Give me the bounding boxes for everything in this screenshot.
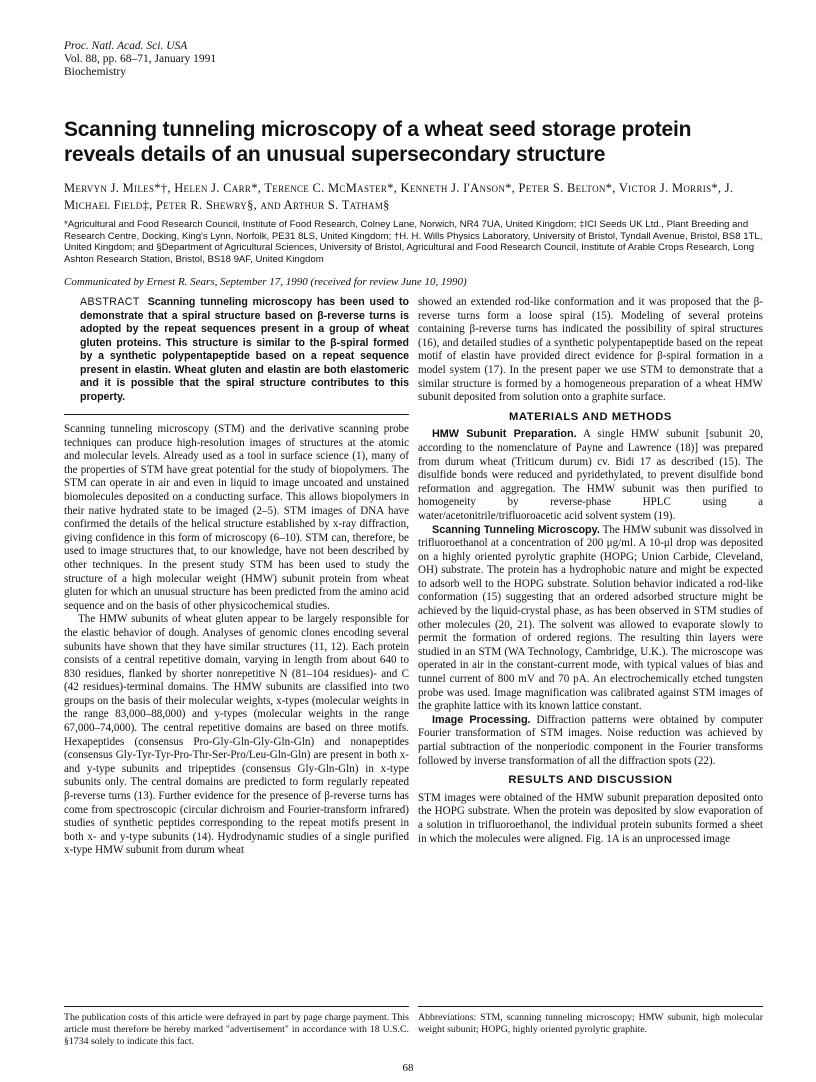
methods-runin-1: HMW Subunit Preparation.	[432, 428, 577, 441]
intro-paragraph-2: The HMW subunits of wheat gluten appear to be largely responsible for the elastic behavior of dough. Analyses of genomic clones encoding several subunits have shown that they have similar structures (11, 12). Each protein consists of a central repetitive domain, varying in length from about 640 to 830 residues, flanked by shorter nonrepetitive N (81–104 residues)- and C (42 residues)-terminal domains. The HMW subunits are classified into two groups on the basis of their molecular weights, x-types (molecular weights in the range 83,000–88,000) and y-types (molecular weights in the range 67,000–74,000). The central repetitive domains are based on three motifs. Hexapeptides (consensus Pro-Gly-Gln-Gly-Gln-Gln) and nonapeptides (consensus Gly-Tyr-Tyr-Pro-Thr-Ser-Pro/Leu-Gln-Gln) are present in both x- and y-type subunits and tripeptides (consensus Gly-Gln-Gln) in x-type subunits only. The central domains are predicted to form regularly repeated β-reverse turns (13). Further evidence for the presence of β-reverse turns has come from spectroscopic (circular dichroism and Fourier-transform infrared) studies of synthetic peptides corresponding to the repeat motifs present in both x- and y-type subunits (14). Hydrodynamic studies of a single purified x-type HMW subunit from durum wheat	[64, 613, 409, 857]
footnote-divider-left	[64, 1006, 409, 1007]
journal-header	[64, 40, 216, 79]
abstract-divider	[64, 414, 409, 415]
abstract-heading: ABSTRACT	[80, 296, 140, 308]
journal-volume: Vol. 88, pp. 68–71, January 1991	[64, 53, 217, 65]
abbreviations-footnote: Abbreviations: STM, scanning tunneling microscopy; HMW subunit, high molecular weight subunit; HOPG, highly oriented pyrolytic graphite.	[418, 1012, 763, 1035]
intro-continuation: showed an extended rod-like conformation and it was proposed that the β-reverse turns form a loose spiral (15). Modeling of several proteins containing β-reverse turns has indicated the possibility of spiral structures (16), and detailed studies of a synthetic polypentapeptide based on the repeat motif of elastin have provided direct evidence for β-spiral formation in a model system (17). In the present paper we use STM to demonstrate that a similar structure is formed by a homogeneous preparation of a wheat HMW subunit deposited from solution onto a graphite surface.	[418, 296, 763, 404]
methods-text-3: Diffraction patterns were obtained by computer Fourier transformation of STM images. Noise reduction was achieved by partial subtraction of the nonperiodic component in the Fourier transforms followed by inverse transformation of all the diffraction spots (22).	[418, 713, 763, 767]
methods-heading: MATERIALS AND METHODS	[508, 410, 672, 423]
page-number: 68	[402, 1062, 414, 1074]
communicated-by: Communicated by Ernest R. Sears, September 17, 1990 (received for review June 10, 1990)	[64, 276, 467, 288]
methods-text-2: The HMW subunit was dissolved in trifluoroethanol at a concentration of 200 μg/ml. A 10-μl drop was deposited on a highly oriented pyrolytic graphite (HOPG; Union Carbide, Cleveland, OH) substrate. The protein has a hydrophobic nature and might be expected to adsorb well to the HOPG substrate. Solution behavior indicated a rod-like conformation (15) suggesting that an ordered adsorbed structure might be achieved by the liquid-crystal phase, as has been observed in STM studies of other molecules (20, 21). The solvent was allowed to evaporate slowly to permit the formation of ordered regions. The resulting thin layers were studied in an STM (WA Technology, Cambridge, U.K.). The microscope was operated in air in the constant-current mode, with typical values of bias and tunnel current of 800 mV and 70 pA. An electrochemically etched tungsten probe was used. Image magnification was calibrated against STM images of the graphite lattice with its known lattice constant.	[418, 523, 764, 713]
publication-cost-footnote: The publication costs of this article were defrayed in part by page charge payment. This article must therefore be hereby marked "advertisement" in accordance with 18 U.S.C. §1734 solely to indicate this fact.	[64, 1012, 409, 1047]
results-paragraph: STM images were obtained of the HMW subunit preparation deposited onto the HOPG substrate. When the protein was deposited by slow evaporation of a solution in trifluoroethanol, the individual protein subunits formed a sheet in which the molecules were aligned. Fig. 1A is an unprocessed image	[418, 791, 763, 845]
results-heading: RESULTS AND DISCUSSION	[508, 774, 673, 787]
journal-name: Proc. Natl. Acad. Sci. USA	[64, 40, 188, 52]
right-column	[418, 296, 763, 846]
methods-paragraph-1	[418, 428, 763, 523]
author-list: Mervyn J. Miles*†, Helen J. Carr*, Terence C. McMaster*, Kenneth J. I'Anson*, Peter S. Belton*, Victor J. Morris*, J. Michael Field‡, Peter R. Shewry§, and Arthur S. Tatham§	[64, 181, 734, 212]
affiliations: *Agricultural and Food Research Council, Institute of Food Research, Colney Lane, Norwich, NR4 7UA, United Kingdom; ‡ICI Seeds UK Ltd., Plant Breeding and Research Centre, Docking, King's Lynn, Norfolk, PE31 8LS, United Kingdom; †H. H. Wills Physics Laboratory, University of Bristol, Tyndall Avenue, Bristol, BS8 1TL, United Kingdom; and §Department of Agricultural Sciences, University of Bristol, Agricultural and Food Research Council, Institute of Arable Crops Research, Long Ashton Research Station, Bristol, BS18 9AF, United Kingdom	[64, 219, 763, 265]
methods-runin-2: Scanning Tunneling Microscopy.	[432, 523, 600, 536]
methods-paragraph-3	[418, 714, 763, 768]
methods-text-1: A single HMW subunit [subunit 20, according to the nomenclature of Payne and Lawrence (18)] was prepared from durum wheat (Triticum durum) cv. Bidi 17 as described (15). The disulfide bonds were reduced and pyridethylated, to prevent disulfide bond reformation and aggregation. The HMW subunit was then purified to homogeneity by reverse-phase HPLC using a water/acetonitrile/trifluoroacetic acid solvent system (19).	[418, 428, 763, 522]
methods-paragraph-2	[418, 524, 763, 714]
left-column	[64, 296, 409, 858]
abstract-text: Scanning tunneling microscopy has been used to demonstrate that a spiral structure based on β-reverse turns is adopted by the repeat sequences present in a group of wheat gluten proteins. This structure is similar to the β-spiral formed by a synthetic polypentapeptide based on a repeat sequence present in elastin. Wheat gluten and elastin are both elastomeric and it is possible that the spiral structure contributes to this property.	[80, 296, 409, 403]
abstract	[64, 296, 409, 404]
methods-runin-3: Image Processing.	[432, 713, 531, 726]
journal-section: Biochemistry	[64, 66, 126, 78]
footnote-divider-right	[418, 1006, 763, 1007]
article-title: Scanning tunneling microscopy of a wheat seed storage protein reveals details of an unusual supersecondary structure	[64, 118, 692, 166]
intro-paragraph-1: Scanning tunneling microscopy (STM) and the derivative scanning probe techniques can produce high-resolution images of structures at the atomic and molecular levels. Already used as a tool in surface science (1), many of the properties of STM have great potential for the study of biopolymers. The STM can operate in air and even in liquid to image uncoated and unstained biomolecules deposited on a conducting surface. This allows biopolymers in their native hydrated state to be imaged (2–5). STM images of DNA have confirmed the details of the helical structure established by x-ray diffraction, giving confidence in this form of microscopy (6–10). STM can, therefore, be used to image structures that, to our knowledge, have not been described by other techniques. In the present study STM has been used to study the structure of a high molecular weight (HMW) subunit protein from wheat gluten for which an unusual structure has been predicted from the amino acid sequence and on the basis of other physicochemical studies.	[64, 423, 409, 612]
